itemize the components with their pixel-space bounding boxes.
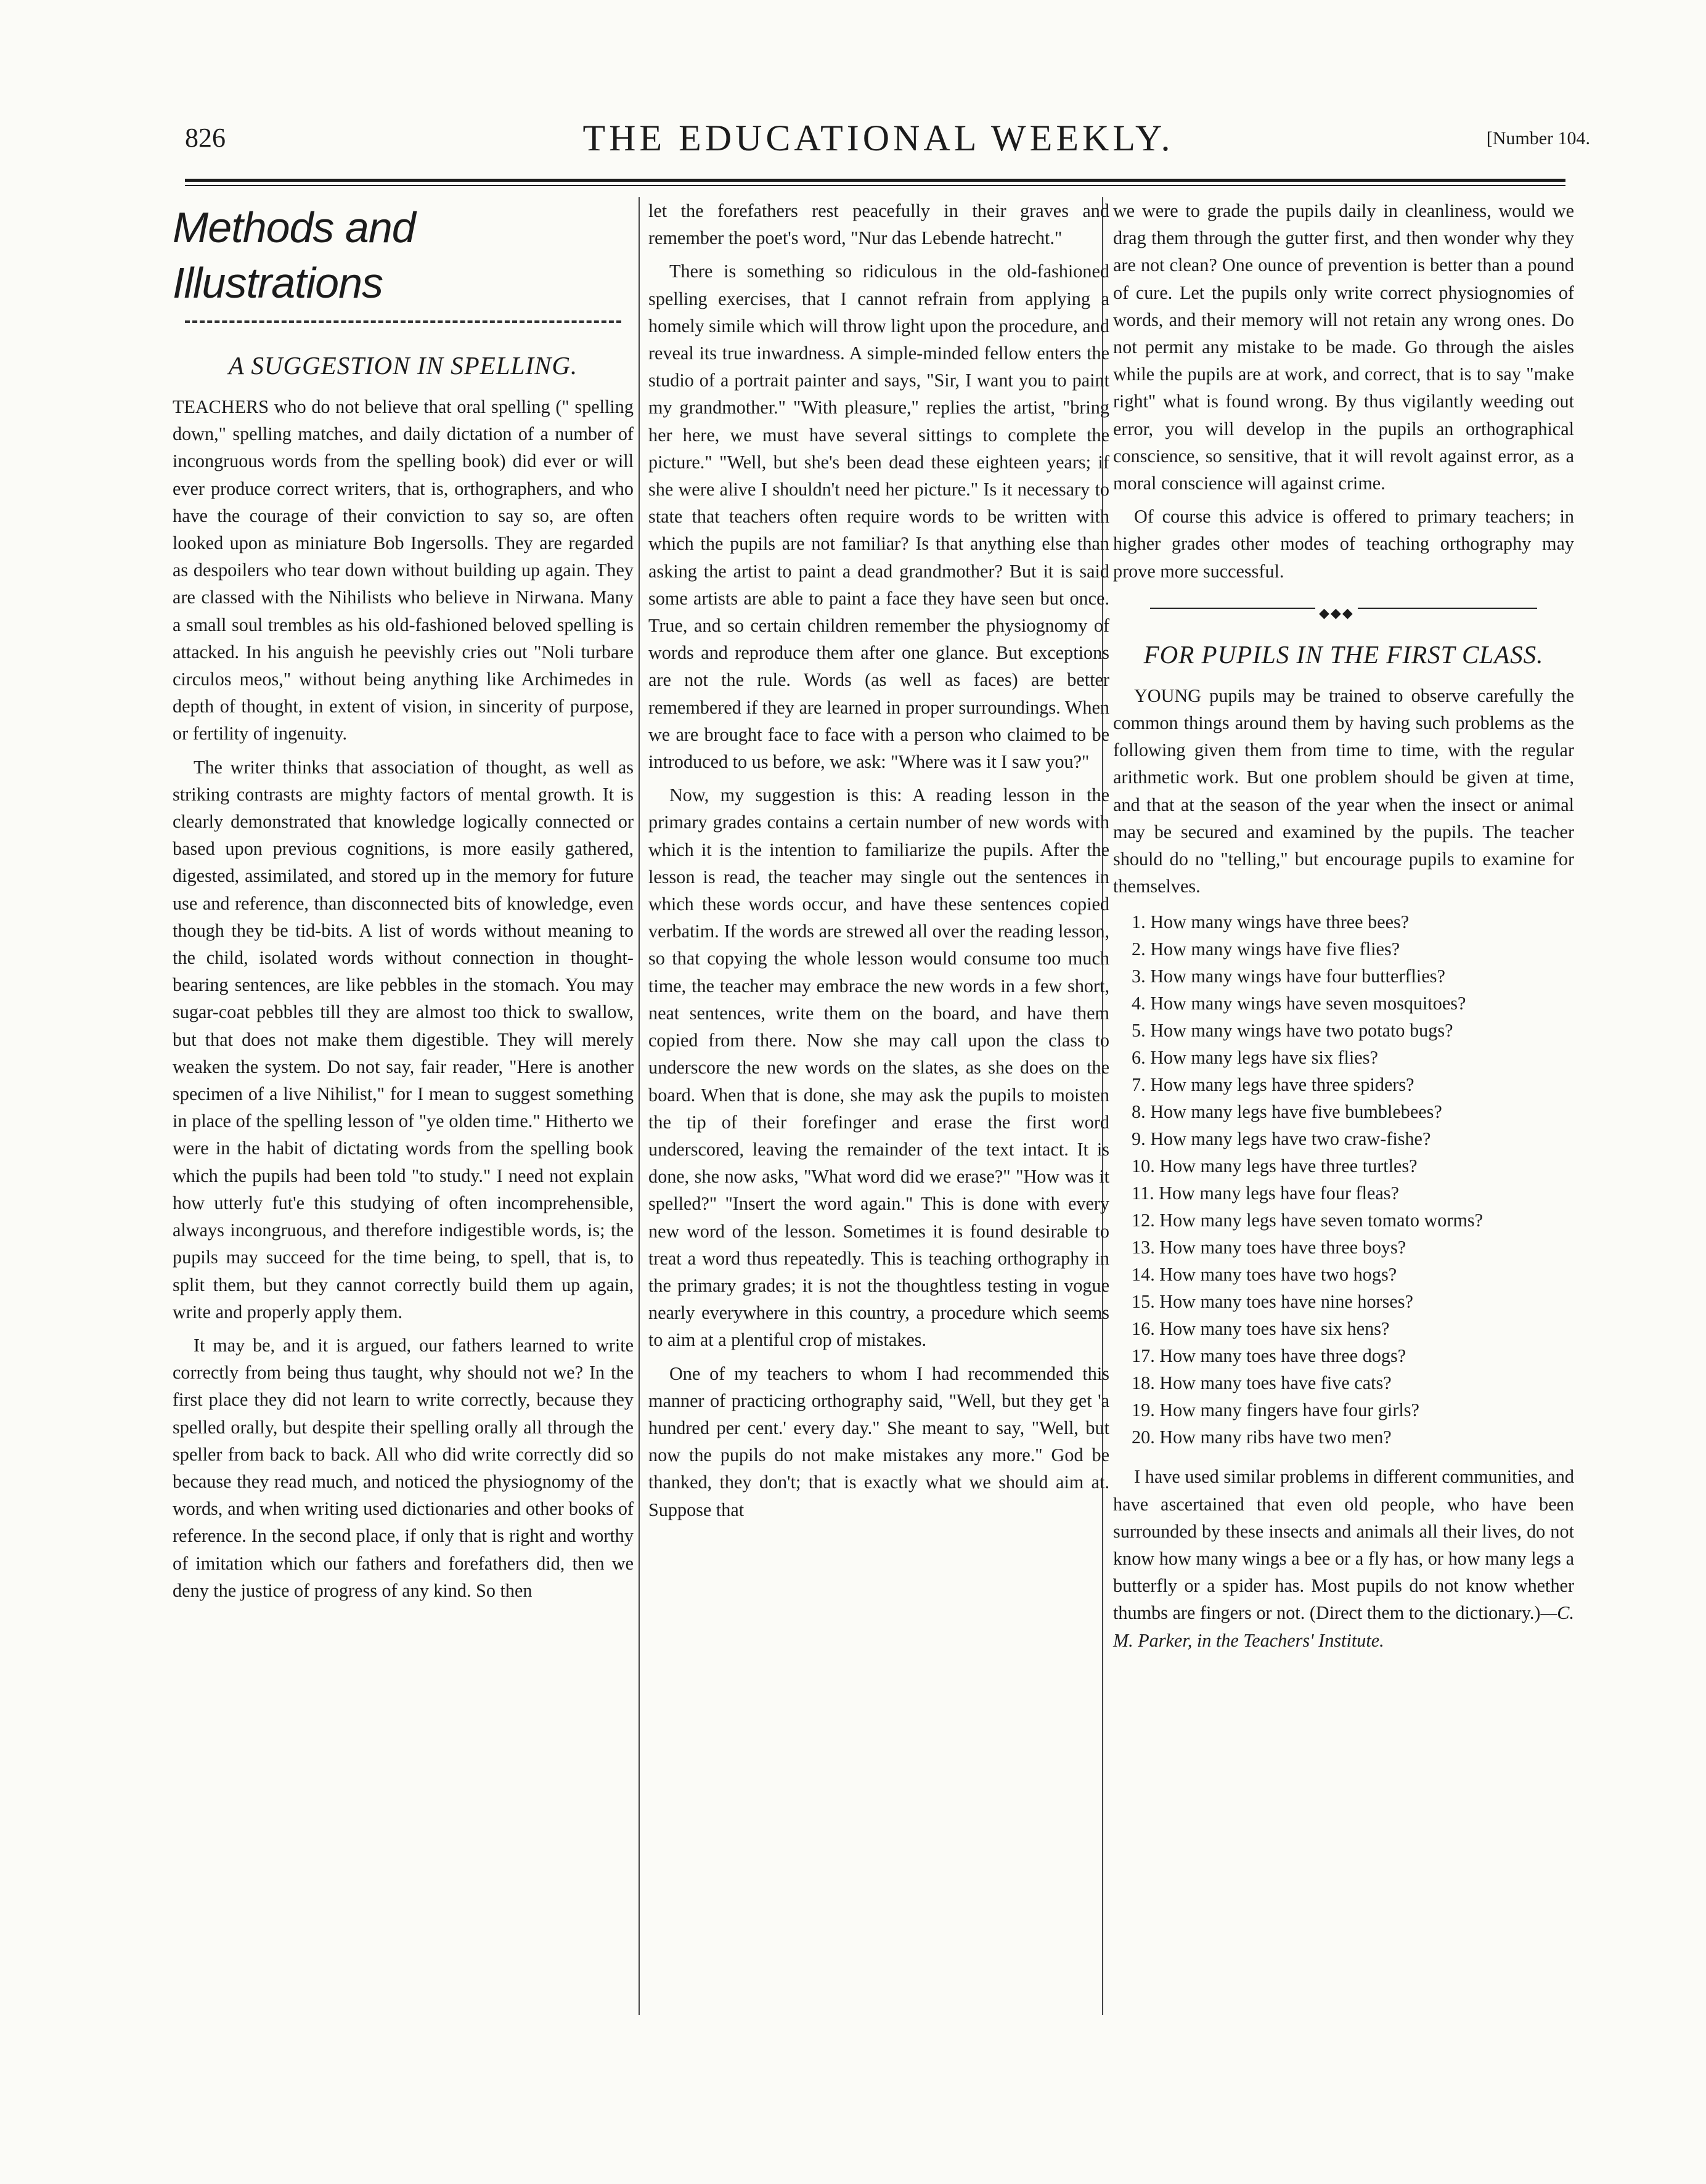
paragraph: The writer thinks that association of thought, as well as striking contrasts are mighty factors of mental growth. It is clearly demonstrated that knowledge logically connected or based upon previous cognitions, is more easily gathered, digested, assimilated, and stored up in the memory for future use and reference, than disconnected bits of knowledge, even though they be tid-bits. A list of words without meaning to the child, isolated words without connection in thought-bearing sentences, are like pebbles in the stomach. You may sugar-coat pebbles till they are almost too thick to swallow, but that does not make them digestible. They will merely weaken the system. Do not say, fair reader, "Here is another specimen of a live Nihilist," for I mean to suggest something in place of the spelling lesson of "ye olden time." Hitherto we were in the habit of dictating words from the spelling book which the pupils had been told "to study." I need not explain how utterly fut'e this studying of often incomprehensible, always incongruous, and therefore indigestible words, is; the pupils may succeed for the time being, to spell, that is, to split them, but they cannot correctly build them up again, write and properly apply them.	[173, 756, 634, 1322]
list-item: 12. How many legs have seven tomato worms?	[1132, 1210, 1484, 1231]
page-header	[166, 117, 1590, 173]
attribution: —C. M. Parker, in the Teachers' Institute.	[1113, 1602, 1574, 1651]
title-flourish	[173, 313, 634, 332]
list-item: 15. How many toes have nine horses?	[1132, 1291, 1413, 1313]
closing-text: I have used similar problems in different communities, and have ascertained that even old people, who have been surrounded by these insects and animals all their lives, do not know how many wings a bee or a fly has, or how many legs a butterfly or a spider has. Most pupils do not know whether thumbs are fingers or not. (Direct them to the dictionary.)	[1113, 1466, 1574, 1624]
list-item: 3. How many wings have four butterflies?	[1132, 966, 1445, 987]
list-item: 6. How many legs have six flies?	[1132, 1047, 1378, 1069]
article-title: FOR PUPILS IN THE FIRST CLASS.	[1143, 640, 1544, 669]
list-item: 20. How many ribs have two men?	[1132, 1427, 1392, 1448]
paragraph	[1113, 1463, 1574, 1653]
paragraph: TEACHERS who do not believe that oral spelling (" spelling down," spelling matches, and daily dictation of a number of incongruous words from the spelling book) did ever or will ever produce correct writers, that is, orthographers, and who have the courage of their conviction to say so, are often looked upon as miniature Bob Ingersolls. They are regarded as despoilers who tear down without building up again. They are classed with the Nihilists who believe in Nirwana. Many a small soul trembles as his old-fashioned beloved spelling is attacked. In his anguish he peevishly cries out "Noli turbare circulos meos," without being anything like Archimedes in depth of thought, in extent of vision, in sincerity of purpose, or fertility of ingenuity.	[173, 396, 634, 744]
list-item: 8. How many legs have five bumblebees?	[1132, 1101, 1442, 1123]
article-title: A SUGGESTION IN SPELLING.	[228, 351, 578, 380]
header-rule-thick	[185, 179, 1565, 182]
list-item: 16. How many toes have six hens?	[1132, 1318, 1390, 1340]
list-item: 19. How many fingers have four girls?	[1132, 1400, 1419, 1421]
column-divider	[639, 197, 640, 2015]
paragraph: There is something so ridiculous in the old-fashioned spelling exercises, that I cannot refrain from applying a homely simile which will throw light upon the procedure, and reveal its true inwardness. A simple-minded fellow enters the studio of a portrait painter and says, "Sir, I want you to paint my grandmother." "With pleasure," replies the artist, "bring her here, we must have several sittings to complete the picture." "Well, but she's been dead these eighteen years; if she were alive I shouldn't need her picture." Is it necessary to state that teachers often require words to be written with which the pupils are not familiar? Is that anything else than asking the artist to paint a dead grandmother? But it is said some artists are able to paint a face they have seen but once. True, and so certain children remember the physiognomy of words and reproduce them after one glance. But exceptions are not the rule. Words (as well as faces) are better remembered if they are learned in proper surroundings. When we are brought face to face with a person who claimed to be introduced to us before, we ask: "Where was it I saw you?"	[648, 261, 1109, 773]
issue-number: [Number 104.	[1486, 128, 1590, 149]
question-list	[1113, 908, 1574, 1451]
paragraph: It may be, and it is argued, our fathers learned to write correctly from being thus taught, why should not we? In the first place they did not learn to write correctly, because they spelled orally, but despite their spelling orally all through the speller from back to back. All who did write correctly did so because they read much, and noticed the physiognomy of the words, and when writing used dictionaries and other books of reference. In the second place, if only that is right and worthy of imitation which our fathers and forefathers did, then we deny the justice of progress of any kind. So then	[173, 1334, 634, 1601]
paragraph: YOUNG pupils may be trained to observe carefully the common things around them by having such problems as the following given them from time to time, with the regular arithmetic work. But one problem should be given at time, and that at the season of the year when the insect or animal may be secured and examined by the pupils. The teacher should do no "telling," but encourage pupils to examine for themselves.	[1113, 685, 1574, 897]
list-item: 11. How many legs have four fleas?	[1132, 1183, 1399, 1204]
list-item: 18. How many toes have five cats?	[1132, 1372, 1392, 1394]
paragraph: One of my teachers to whom I had recommended this manner of practicing orthography said, "Well, but they get 'a hundred per cent.' every day." She meant to say, "Well, but now the pupils do not make mistakes any more." God be thanked, they don't; that is exactly what we should aim at. Suppose that	[648, 1363, 1109, 1520]
list-item: 7. How many legs have three spiders?	[1132, 1074, 1414, 1096]
column-3	[1113, 197, 1574, 1660]
list-item: 14. How many toes have two hogs?	[1132, 1264, 1397, 1286]
list-item: 9. How many legs have two craw-fishe?	[1132, 1128, 1431, 1150]
section-ornament: ◆◆◆	[1113, 596, 1574, 621]
department-title: Methods and Illustrations	[173, 203, 415, 307]
journal-title: THE EDUCATIONAL WEEKLY.	[582, 118, 1174, 158]
list-item: 1. How many wings have three bees?	[1132, 911, 1410, 933]
list-item: 10. How many legs have three turtles?	[1132, 1155, 1418, 1177]
paragraph: Now, my suggestion is this: A reading lesson in the primary grades contains a certain number of new words with which it is the intention to familiarize the pupils. After the lesson is read, the teacher may single out the sentences in which these words occur, and have these sentences copied verbatim. If the words are strewed all over the reading lesson, so that copying the whole lesson would consume too much time, the teacher may embrace the new words in a few short, neat sentences, write them on the board, and have them copied from there. Now she may call upon the class to underscore the new words on the slates, as she does on the board. When that is done, she may ask the pupils to moisten the tip of their forefinger and erase the first word underscored, leaving the remainder of the text intact. It is done, she now asks, "What word did we erase?" "How was it spelled?" "Insert the word again." This is done with every new word of the lesson. Sometimes it is found desirable to treat a word thus repeatedly. This is teaching orthography in the primary grades; it is not the thoughtless testing in vogue nearly everywhere in this country, a procedure which seems to aim at a plentiful crop of mistakes.	[648, 784, 1109, 1351]
column-1	[173, 197, 634, 1610]
header-rule-thin	[185, 185, 1565, 186]
list-item: 13. How many toes have three boys?	[1132, 1237, 1406, 1258]
list-item: 2. How many wings have five flies?	[1132, 939, 1400, 960]
list-item: 5. How many wings have two potato bugs?	[1132, 1020, 1453, 1041]
list-item: 4. How many wings have seven mosquitoes?	[1132, 993, 1466, 1014]
paragraph: we were to grade the pupils daily in cleanliness, would we drag them through the gutter first, and then wonder why they are not clean? One ounce of prevention is better than a pound of cure. Let the pupils only write correct physiognomies of words, and their memory will not retain any wrong ones. Do not permit any mistake to be made. Go through the aisles while the pupils are at work, and correct, that is to say "make right" what is found wrong. By thus vigilantly weeding out error, you will develop in the pupils an orthographical conscience, so sensitive, that it will revolt against error, as a moral conscience will against crime.	[1113, 200, 1574, 494]
list-item: 17. How many toes have three dogs?	[1132, 1345, 1406, 1367]
page-number: 826	[185, 123, 226, 153]
paragraph: Of course this advice is offered to primary teachers; in higher grades other modes of teaching orthography may prove more successful.	[1113, 506, 1574, 582]
column-2	[648, 197, 1109, 1530]
paragraph: let the forefathers rest peacefully in their graves and remember the poet's word, "Nur das Lebende hatrecht."	[648, 200, 1109, 249]
